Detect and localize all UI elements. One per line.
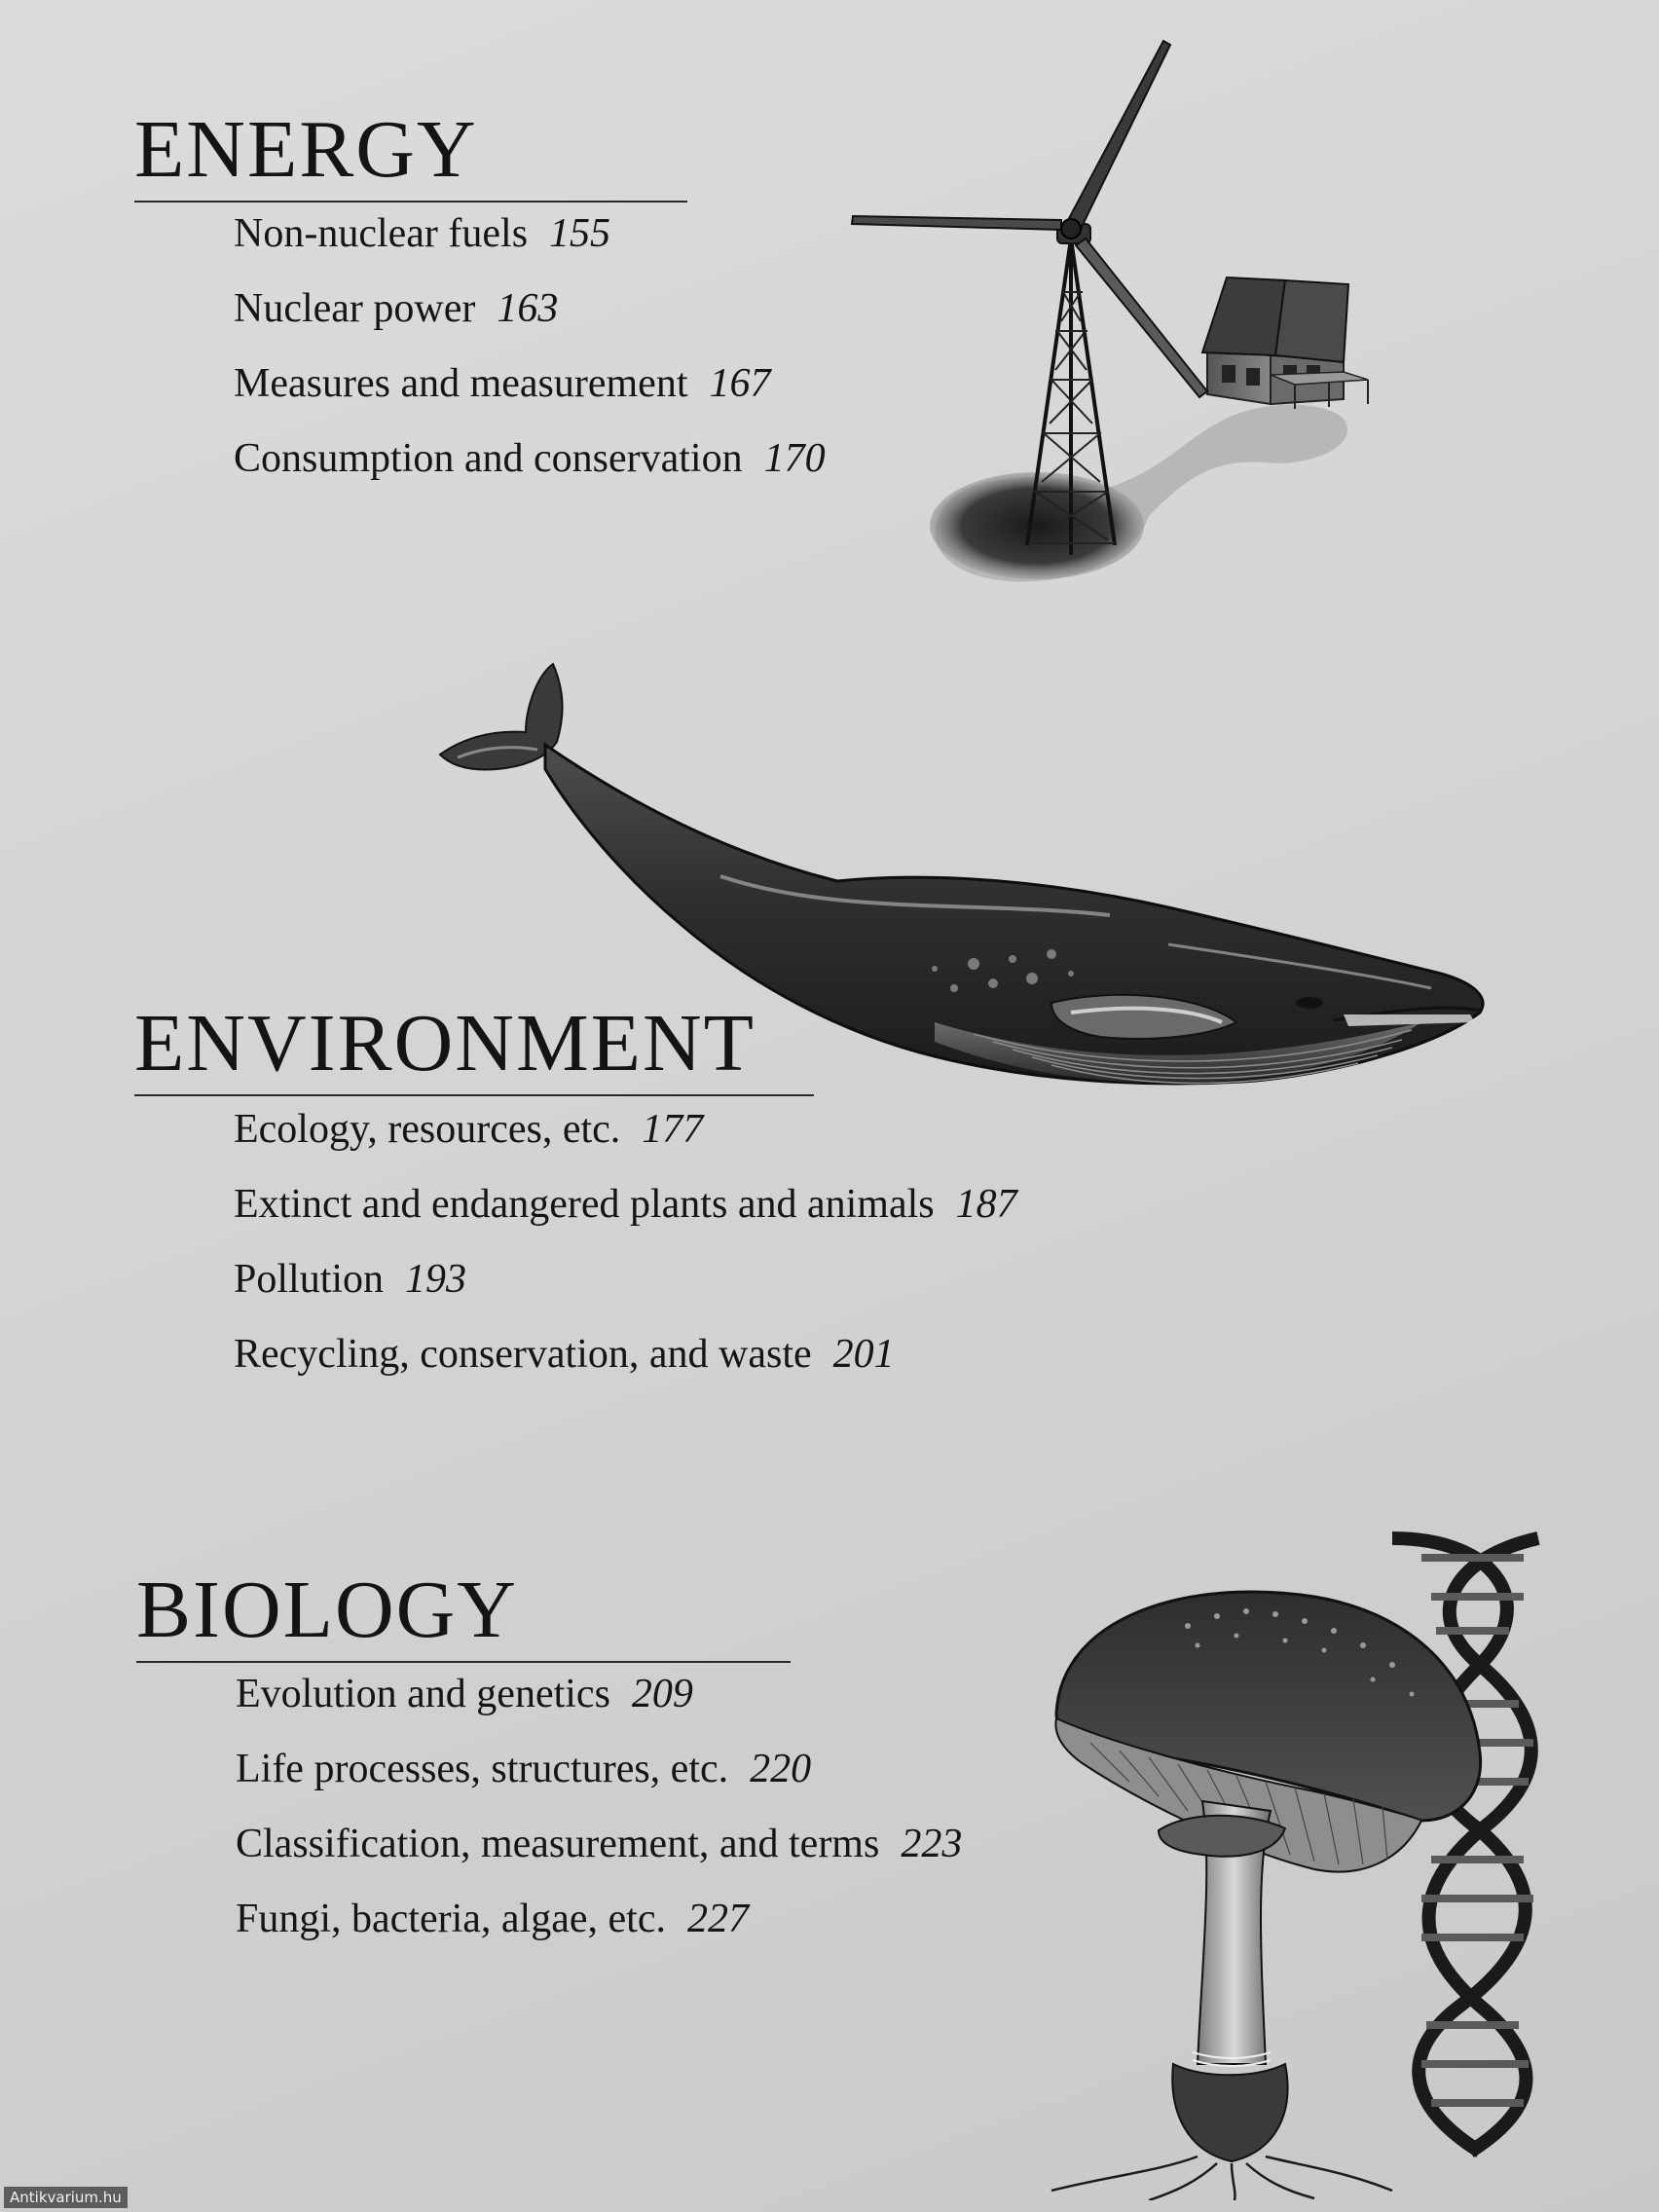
entry-list bbox=[236, 1657, 962, 1957]
entry-label: Fungi, bacteria, algae, etc. bbox=[236, 1897, 666, 1941]
section-heading: ENVIRONMENT bbox=[134, 998, 756, 1088]
entry-page-number: 201 bbox=[832, 1332, 895, 1377]
toc-entry bbox=[234, 272, 826, 347]
entry-page-number: 227 bbox=[686, 1897, 749, 1941]
toc-entry bbox=[234, 1242, 1017, 1317]
entry-page-number: 177 bbox=[642, 1107, 704, 1152]
watermark: Antikvarium.hu bbox=[4, 2187, 128, 2208]
toc-entry bbox=[234, 1317, 1017, 1392]
entry-list bbox=[234, 197, 826, 497]
entry-page-number: 220 bbox=[750, 1747, 812, 1791]
entry-label: Evolution and genetics bbox=[236, 1672, 610, 1716]
entry-page-number: 163 bbox=[497, 286, 559, 331]
entry-page-number: 193 bbox=[405, 1257, 467, 1302]
entry-label: Life processes, structures, etc. bbox=[236, 1747, 729, 1791]
entry-page-number: 167 bbox=[709, 361, 771, 406]
entry-list bbox=[234, 1092, 1017, 1392]
entry-label: Extinct and endangered plants and animals bbox=[234, 1182, 935, 1227]
toc-entry bbox=[236, 1807, 962, 1882]
toc-entry bbox=[236, 1732, 962, 1807]
section-heading: ENERGY bbox=[134, 104, 478, 195]
toc-entry bbox=[236, 1882, 962, 1957]
entry-label: Non-nuclear fuels bbox=[234, 211, 529, 256]
entry-label: Pollution bbox=[234, 1257, 385, 1302]
section-energy bbox=[134, 104, 826, 481]
entry-label: Nuclear power bbox=[234, 286, 476, 331]
section-heading: BIOLOGY bbox=[136, 1565, 518, 1655]
entry-label: Recycling, conservation, and waste bbox=[234, 1332, 812, 1377]
toc-entry bbox=[234, 1167, 1017, 1242]
dna-helix bbox=[1392, 1538, 1538, 2152]
entry-label: Classification, measurement, and terms bbox=[236, 1822, 880, 1866]
entry-page-number: 223 bbox=[901, 1822, 963, 1866]
toc-entry bbox=[236, 1657, 962, 1732]
section-biology bbox=[136, 1565, 963, 1941]
mushroom-and-dna-icon bbox=[993, 1519, 1616, 2200]
toc-entry bbox=[234, 197, 826, 272]
entry-label: Measures and measurement bbox=[234, 361, 688, 406]
toc-entry bbox=[234, 347, 826, 422]
wind-turbine-and-house-icon bbox=[837, 29, 1421, 604]
entry-page-number: 170 bbox=[763, 436, 826, 481]
entry-page-number: 155 bbox=[549, 211, 611, 256]
entry-page-number: 209 bbox=[631, 1672, 693, 1716]
entry-label: Consumption and conservation bbox=[234, 436, 743, 481]
entry-label: Ecology, resources, etc. bbox=[234, 1107, 621, 1152]
house bbox=[1202, 277, 1368, 409]
toc-entry bbox=[234, 422, 826, 497]
whale-icon bbox=[428, 652, 1548, 1120]
entry-page-number: 187 bbox=[955, 1182, 1017, 1227]
